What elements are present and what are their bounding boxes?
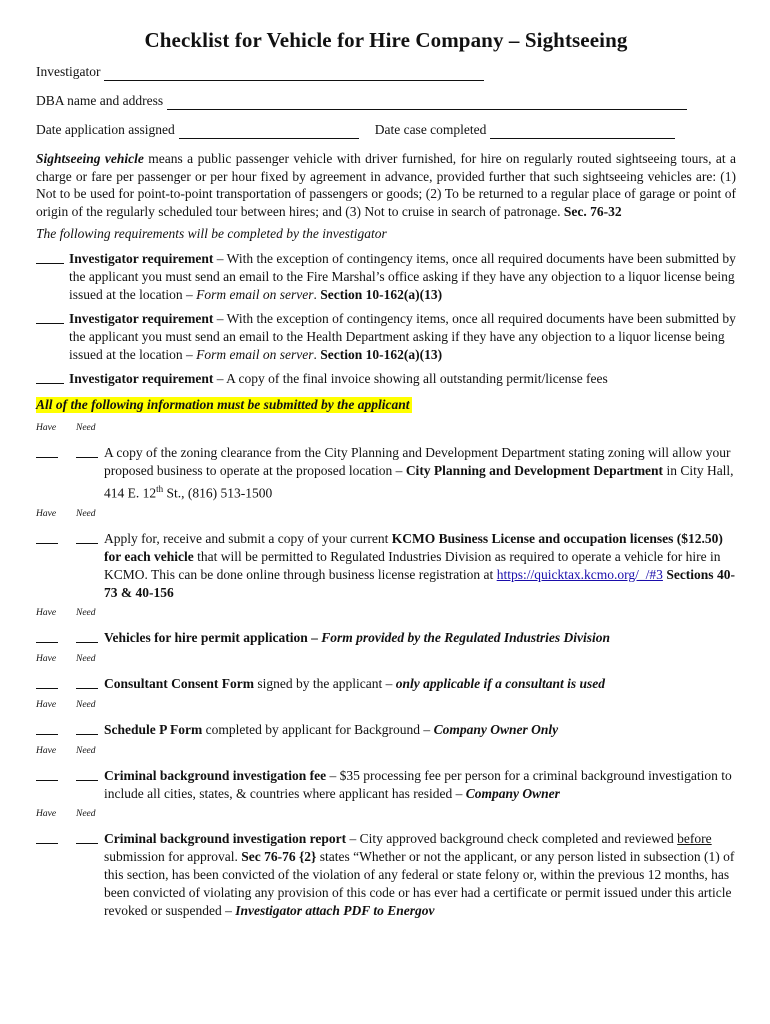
investigator-input-line[interactable] bbox=[104, 66, 484, 81]
have-checkbox-line[interactable] bbox=[36, 530, 58, 544]
have-checkbox-line[interactable] bbox=[36, 629, 58, 643]
need-label: Need bbox=[76, 423, 96, 433]
date-completed-label: Date case completed bbox=[374, 122, 487, 137]
need-label: Need bbox=[76, 745, 96, 756]
item-text: signed by the applicant – bbox=[257, 675, 393, 691]
need-label: Need bbox=[76, 808, 96, 819]
item-bold: Vehicles for hire permit application – bbox=[104, 629, 318, 645]
have-label: Have bbox=[36, 423, 57, 433]
item-text: in City Hall, 414 E. 12 bbox=[104, 463, 734, 501]
have-checkbox-line[interactable] bbox=[36, 767, 58, 781]
dates-field-row bbox=[36, 121, 736, 139]
have-label: Have bbox=[36, 607, 57, 618]
have-label: Have bbox=[36, 653, 57, 664]
have-need-header bbox=[36, 809, 736, 823]
item-bold-italic: Company Owner bbox=[465, 785, 560, 801]
requirement-form: Form email on server bbox=[196, 287, 314, 302]
need-checkbox-line[interactable] bbox=[76, 629, 98, 643]
item-bold: Consultant Consent Form bbox=[104, 675, 255, 691]
definition-section: Sec. 76-32 bbox=[563, 203, 622, 219]
requirement-label: Investigator requirement bbox=[69, 371, 214, 386]
have-checkbox-line[interactable] bbox=[36, 721, 58, 735]
investigator-requirement-3 bbox=[36, 370, 736, 389]
have-label: Have bbox=[36, 745, 57, 756]
item-bold: Schedule P Form bbox=[104, 721, 203, 737]
requirement-checkbox-line[interactable] bbox=[36, 370, 64, 384]
item-text: A copy of the zoning clearance from the City Planning and Development Department stating zoning will allow your proposed business to operate at the proposed location – bbox=[104, 445, 731, 478]
item-permit-application bbox=[36, 629, 736, 648]
need-checkbox-line[interactable] bbox=[76, 444, 98, 458]
requirement-text: – With the exception of contingency items, once all required documents have been submitted by the applicant you must send an email to the Fire Marshal’s office asking if they have any objection to a liquor license being issued at the location – bbox=[69, 251, 736, 302]
item-bold: City Planning and Development Department bbox=[405, 463, 664, 478]
requirement-form: Form email on server bbox=[196, 347, 314, 362]
have-checkbox-line[interactable] bbox=[36, 444, 58, 458]
definition-paragraph bbox=[36, 150, 736, 220]
need-checkbox-line[interactable] bbox=[76, 830, 98, 844]
have-need-header bbox=[36, 509, 736, 523]
page-title: Checklist for Vehicle for Hire Company – Sightseeing bbox=[144, 28, 628, 52]
item-underlined: before bbox=[677, 830, 712, 846]
requirement-section: Section 10-162(a)(13) bbox=[320, 347, 443, 362]
requirement-text: – With the exception of contingency items, once all required documents have been submitted by the applicant you must send an email to the Health Department asking if they have any objection to a liquor license being issued at the location – bbox=[69, 311, 736, 362]
item-bold: KCMO Business License and occupation licenses ($12.50) for each vehicle bbox=[104, 530, 723, 564]
item-text: – City approved background check completed and reviewed bbox=[349, 830, 674, 846]
date-assigned-label: Date application assigned bbox=[36, 122, 175, 137]
need-label: Need bbox=[76, 699, 96, 710]
investigator-label: Investigator bbox=[36, 64, 101, 79]
item-section: Sections 40-73 & 40-156 bbox=[104, 566, 735, 600]
item-bold-italic: Investigator attach PDF to Energov bbox=[235, 902, 435, 918]
dba-field bbox=[36, 92, 736, 110]
item-schedule-p bbox=[36, 721, 736, 740]
have-checkbox-line[interactable] bbox=[36, 830, 58, 844]
date-completed-input-line[interactable] bbox=[490, 124, 675, 139]
need-label: Need bbox=[76, 607, 96, 618]
have-label: Have bbox=[36, 508, 57, 519]
need-label: Need bbox=[76, 653, 96, 664]
need-checkbox-line[interactable] bbox=[76, 530, 98, 544]
item-bold: Criminal background investigation fee bbox=[104, 767, 327, 783]
item-zoning-clearance bbox=[36, 444, 736, 503]
investigator-field bbox=[36, 63, 736, 81]
item-bold-italic: Company Owner Only bbox=[433, 721, 559, 737]
item-background-fee bbox=[36, 767, 736, 803]
need-checkbox-line[interactable] bbox=[76, 767, 98, 781]
item-text: submission for approval. bbox=[104, 848, 238, 864]
requirement-text: – A copy of the final invoice showing all outstanding permit/license fees bbox=[216, 371, 608, 386]
item-text: states “Whether or not the applicant, or any person listed in subsection (1) of this section, has been convicted of the violation of any federal or state felony or, within the previous 12 months, has been convicted of violating any provision of this code or has ever had a certificate or permit issued under this article revoked or suspended – bbox=[104, 848, 735, 918]
have-label: Have bbox=[36, 699, 57, 710]
definition-text: means a public passenger vehicle with driver furnished, for hire on regularly routed sightseeing tours, at a charge or fare per passenger or per hour fixed by agreement in advance, provided further that such sightseeing vehicles are: (1) Not to be used for point-to-point transportation of passengers or goods; (2) To be returned to a regular place of garage or point of origin of the regularly scheduled tour between hires; and (3) Not to cruise in search of patronage. bbox=[36, 151, 736, 219]
item-text: – $35 processing fee per person for a criminal background investigation to include all cities, states, & countries where applicant has resided – bbox=[104, 767, 732, 801]
item-section: Sec 76-76 {2} bbox=[241, 848, 317, 864]
dba-input-line[interactable] bbox=[167, 95, 687, 110]
have-checkbox-line[interactable] bbox=[36, 675, 58, 689]
item-text: St., (816) 513-1500 bbox=[166, 485, 273, 501]
item-text: completed by applicant for Background – bbox=[205, 721, 431, 737]
have-need-header bbox=[36, 654, 736, 668]
have-need-header bbox=[36, 700, 736, 714]
item-bold: Criminal background investigation report bbox=[104, 830, 347, 846]
item-bold-italic: only applicable if a consultant is used bbox=[395, 675, 605, 691]
applicant-section-header: All of the following information must be submitted by the applicant bbox=[36, 397, 410, 412]
checklist-document bbox=[36, 28, 736, 926]
dba-label: DBA name and address bbox=[36, 93, 164, 108]
definition-term: Sightseeing vehicle bbox=[36, 151, 144, 166]
date-assigned-input-line[interactable] bbox=[179, 124, 359, 139]
have-need-header bbox=[36, 608, 736, 622]
ordinal-suffix: th bbox=[156, 484, 164, 494]
investigator-requirement-1: Investigator requirement – With the exception of contingency items, once all required documents have been submitted by the applicant you must send an email to the Fire Marshal’s office asking if they have any objection to a liquor license being issued at the location – Form email on server. Section 10-162(a)(13) bbox=[36, 250, 736, 304]
item-business-license bbox=[36, 530, 736, 602]
item-bold-italic: Form provided by the Regulated Industries Division bbox=[321, 629, 611, 645]
item-background-report bbox=[36, 830, 736, 920]
need-checkbox-line[interactable] bbox=[76, 721, 98, 735]
quicktax-link[interactable]: https://quicktax.kcmo.org/_/#3 bbox=[496, 566, 663, 582]
item-text: that will be permitted to Regulated Industries Division as required to operate a vehicle for hire in KCMO. This can be done online through business license registration at bbox=[104, 548, 721, 582]
need-checkbox-line[interactable] bbox=[76, 675, 98, 689]
requirement-label: Investigator requirement bbox=[69, 311, 214, 326]
requirement-checkbox-line[interactable] bbox=[36, 250, 64, 264]
need-label: Need bbox=[76, 508, 96, 519]
item-text: Apply for, receive and submit a copy of your current bbox=[104, 530, 389, 546]
investigator-note: The following requirements will be completed by the investigator bbox=[36, 226, 387, 241]
requirement-section: Section 10-162(a)(13) bbox=[320, 287, 443, 302]
have-need-header bbox=[36, 746, 736, 760]
investigator-requirement-2: Investigator requirement – With the exception of contingency items, once all required documents have been submitted by the applicant you must send an email to the Health Department asking if they have any objection to a liquor license being issued at the location – Form email on server. Section 10-162(a)(13) bbox=[36, 310, 736, 364]
item-consultant-consent bbox=[36, 675, 736, 694]
have-need-header bbox=[36, 423, 736, 437]
requirement-label: Investigator requirement bbox=[69, 251, 214, 266]
requirement-checkbox-line[interactable] bbox=[36, 310, 64, 324]
have-label: Have bbox=[36, 808, 57, 819]
